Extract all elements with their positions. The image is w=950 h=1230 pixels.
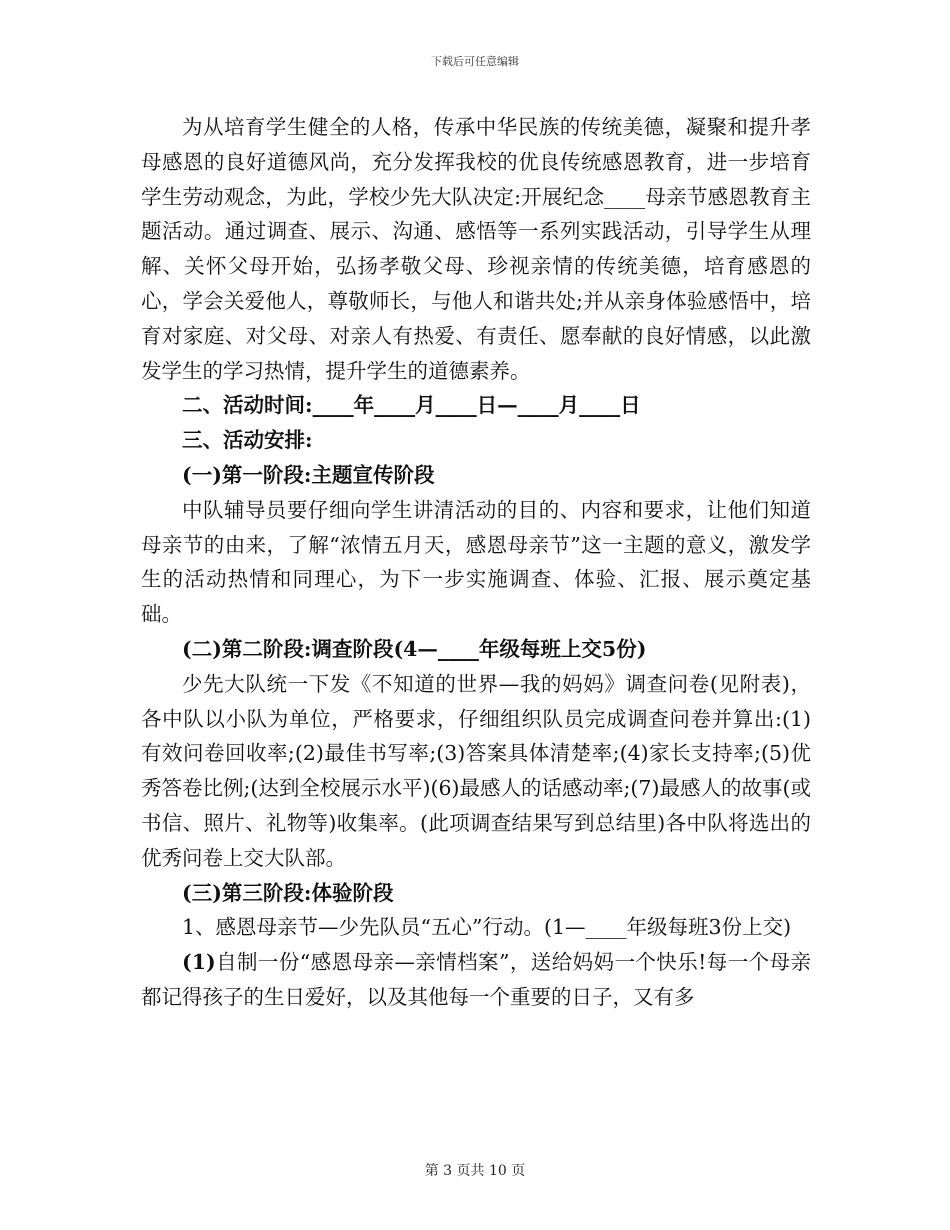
heading-stage-1: (一)第一阶段:主题宣传阶段 — [182, 462, 435, 487]
heading-stage-3: (三)第三阶段:体验阶段 — [182, 880, 394, 905]
heading-stage-2: (二)第二阶段:调查阶段(4—____年级每班上交5份) — [182, 636, 647, 661]
stage-3-item-1-1 — [141, 945, 811, 1015]
stage-2-paragraph: 少先大队统一下发《不知道的世界—我的妈妈》调查问卷(见附表)，各中队以小队为单位，严格要求，仔细组织队员完成调查问卷并算出:(1)有效问卷回收率;(2)最佳书写率;(3)答案具体清楚率;(4)家长支持率;(5)优秀答卷比例;(达到全校展示水平)(6)最感人的话感动率;(7)最感人的故事(或书信、照片、礼物等)收集率。(此项调查结果写到总结里)各中队将选出的优秀问卷上交大队部。 — [141, 671, 811, 870]
heading-activity-arrangement: 三、活动安排: — [182, 428, 313, 453]
document-body — [141, 110, 811, 1015]
page-header: 下载后可任意编辑 — [431, 55, 519, 68]
item-text: 自制一份“感恩母亲—亲情档案”，送给妈妈一个快乐!每一个母亲都记得孩子的生日爱好，以及其他每一个重要的日子，又有多 — [141, 950, 811, 1009]
stage-1-paragraph: 中队辅导员要仔细向学生讲清活动的目的、内容和要求，让他们知道母亲节的由来，了解“浓情五月天，感恩母亲节”这一主题的意义，激发学生的活动热情和同理心，为下一步实施调查、体验、汇报、展示奠定基础。 — [141, 497, 811, 627]
item-number: (1) — [182, 950, 216, 975]
heading-activity-time: 二、活动时间:____年____月____日—____月____日 — [182, 393, 641, 418]
intro-paragraph: 为从培育学生健全的人格，传承中华民族的传统美德，凝聚和提升孝母感恩的良好道德风尚，充分发挥我校的优良传统感恩教育，进一步培育学生劳动观念，为此，学校少先大队决定:开展纪念____母亲节感恩教育主题活动。通过调查、展示、沟通、感悟等一系列实践活动，引导学生从理解、关怀父母开始，弘扬孝敬父母、珍视亲情的传统美德，培育感恩的心，学会关爱他人，尊敬师长，与他人和谐共处;并从亲身体验感悟中，培育对家庭、对父母、对亲人有热爱、有责任、愿奉献的良好情感，以此激发学生的学习热情，提升学生的道德素养。 — [141, 115, 811, 383]
stage-3-item-1: 1、感恩母亲节—少先队员“五心”行动。(1—____年级每班3份上交) — [182, 915, 792, 940]
page-footer: 第 3 页共 10 页 — [424, 1163, 526, 1179]
